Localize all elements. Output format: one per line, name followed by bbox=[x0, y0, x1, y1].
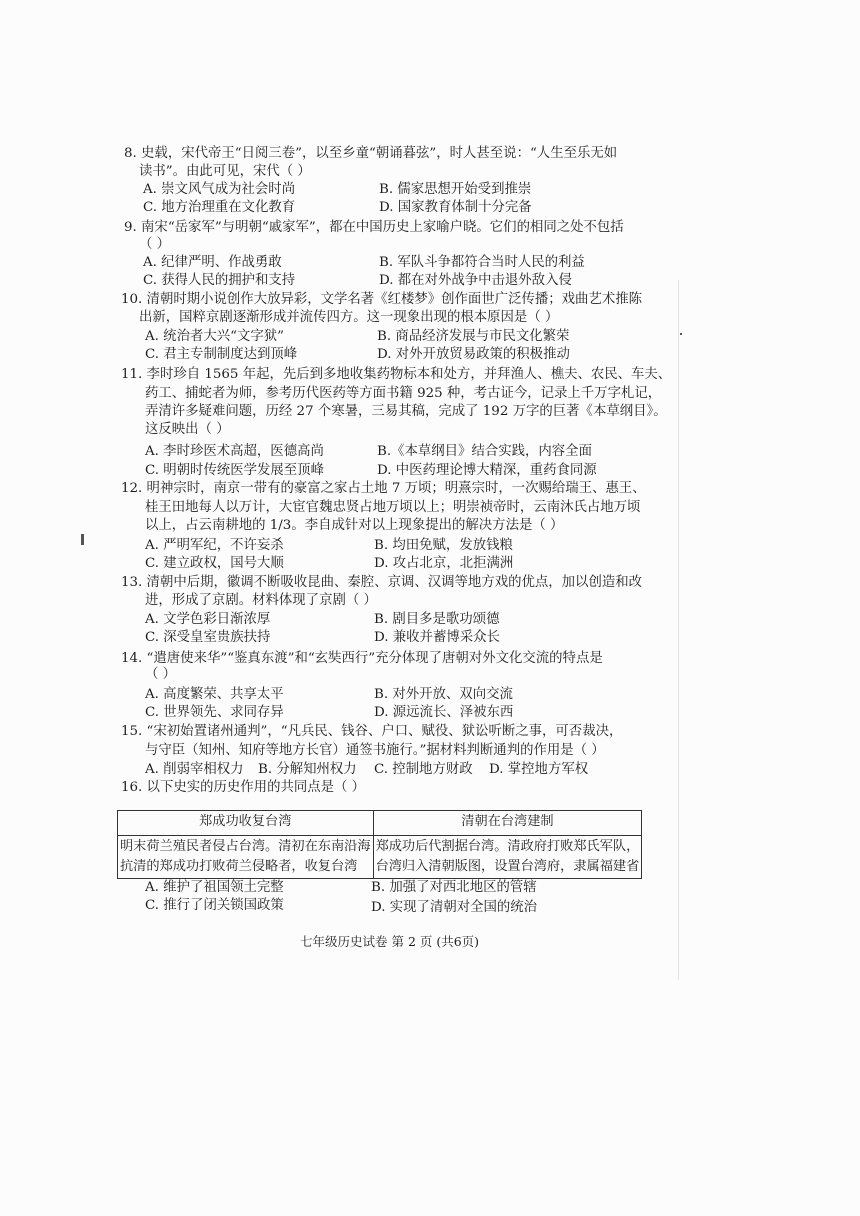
question-12-option-d[interactable]: D. 攻占北京，北拒满洲 bbox=[374, 556, 514, 571]
question-11-stem-cont-3: 这反映出（ ） bbox=[145, 422, 230, 437]
comparison-table bbox=[117, 810, 642, 879]
question-8-option-a[interactable]: A. 崇文风气成为社会时尚 bbox=[143, 182, 296, 197]
question-11-stem-cont-2: 弄清许多疑难问题，历经 27 个寒暑，三易其稿，完成了 192 万字的巨著《本草纲目》。 bbox=[145, 404, 667, 419]
question-10-option-b[interactable]: B. 商品经济发展与市民文化繁荣 bbox=[377, 329, 570, 344]
table-header-zheng: 郑成功收复台湾 bbox=[118, 811, 374, 836]
question-15-option-c[interactable]: C. 控制地方财政 bbox=[374, 762, 473, 777]
scan-dot bbox=[680, 333, 682, 335]
question-12-option-c[interactable]: C. 建立政权，国号大顺 bbox=[145, 556, 284, 571]
question-9-option-a[interactable]: A. 纪律严明、作战勇敢 bbox=[143, 255, 282, 270]
question-12-option-b[interactable]: B. 均田免赋，发放钱粮 bbox=[374, 538, 513, 553]
question-8-option-b[interactable]: B. 儒家思想开始受到推崇 bbox=[379, 182, 532, 197]
question-14-option-c[interactable]: C. 世界领先、求同存异 bbox=[145, 705, 284, 720]
question-13-option-c[interactable]: C. 深受皇室贵族扶持 bbox=[145, 630, 271, 645]
question-12-stem-cont-2: 以上，占云南耕地的 1/3。李自成针对以上现象提出的解决方法是（ ） bbox=[145, 518, 564, 533]
question-15-stem: 15. “宋初始置诸州通判”，“凡兵民、钱谷、户口、赋役、狱讼听断之事，可否裁决， bbox=[121, 724, 623, 739]
question-10-option-c[interactable]: C. 君主专制制度达到顶峰 bbox=[145, 347, 298, 362]
question-9-stem-cont: （ ） bbox=[139, 237, 171, 252]
table-header-row bbox=[118, 811, 642, 836]
question-14-stem-cont: （ ） bbox=[145, 667, 177, 682]
question-16-option-a[interactable]: A. 维护了祖国领土完整 bbox=[145, 880, 284, 895]
question-9-stem: 9. 南宋“岳家军”与明朝“戚家军”，都在中国历史上家喻户晓。它们的相同之处不包括 bbox=[124, 220, 624, 235]
question-15-stem-cont: 与守臣（知州、知府等地方长官）通签书施行。”据材料判断通判的作用是（ ） bbox=[145, 743, 605, 758]
question-13-option-d[interactable]: D. 兼收并蓄博采众长 bbox=[374, 630, 500, 645]
question-9-option-b[interactable]: B. 军队斗争都符合当时人民的利益 bbox=[379, 255, 585, 270]
question-8-stem: 8. 史载，宋代帝王“日阅三卷”，以至乡童“朝诵暮弦”，时人甚至说：“人生至乐无如 bbox=[124, 146, 618, 161]
question-9-option-d[interactable]: D. 都在对外战争中击退外敌入侵 bbox=[379, 273, 572, 288]
question-11-option-a[interactable]: A. 李时珍医术高超，医德高尚 bbox=[145, 444, 324, 459]
question-16-option-c[interactable]: C. 推行了闭关锁国政策 bbox=[145, 898, 284, 913]
table-cell-zheng-line-2: 抗清的郑成功打败荷兰侵略者，收复台湾 bbox=[120, 859, 358, 874]
question-10-option-a[interactable]: A. 统治者大兴“文字狱” bbox=[145, 329, 284, 344]
question-15-option-a[interactable]: A. 削弱宰相权力 bbox=[145, 762, 244, 777]
question-13-option-b[interactable]: B. 剧目多是歌功颂德 bbox=[374, 612, 500, 627]
question-15-option-b[interactable]: B. 分解知州权力 bbox=[258, 762, 357, 777]
table-header-qing: 清朝在台湾建制 bbox=[373, 811, 642, 836]
page-footer: 七年级历史试卷 第 2 页 (共6页) bbox=[300, 934, 480, 949]
question-13-option-a[interactable]: A. 文学色彩日渐浓厚 bbox=[145, 612, 271, 627]
table-cell-zheng-line-1: 明末荷兰殖民者侵占台湾。清初在东南沿海 bbox=[120, 839, 371, 854]
page-fold-line bbox=[678, 280, 679, 980]
question-16-stem: 16. 以下史实的历史作用的共同点是（ ） bbox=[121, 780, 366, 795]
question-14-option-b[interactable]: B. 对外开放、双向交流 bbox=[374, 687, 513, 702]
question-12-stem: 12. 明神宗时，南京一带有的豪富之家占土地 7 万顷；明熹宗时，一次赐给瑞王、惠王、 bbox=[121, 481, 646, 496]
question-16-option-d[interactable]: D. 实现了清朝对全国的统治 bbox=[371, 900, 538, 915]
question-16-option-b[interactable]: B. 加强了对西北地区的管辖 bbox=[371, 880, 537, 895]
scan-mark bbox=[81, 534, 84, 545]
question-8-option-d[interactable]: D. 国家教育体制十分完备 bbox=[379, 200, 532, 215]
question-14-option-a[interactable]: A. 高度繁荣、共享太平 bbox=[145, 687, 284, 702]
question-8-option-c[interactable]: C. 地方治理重在文化教育 bbox=[143, 200, 296, 215]
table-row bbox=[118, 836, 642, 879]
table-cell-zheng bbox=[118, 836, 374, 879]
question-9-option-c[interactable]: C. 获得人民的拥护和支持 bbox=[143, 273, 296, 288]
question-12-option-a[interactable]: A. 严明军纪，不许妄杀 bbox=[145, 538, 284, 553]
question-14-option-d[interactable]: D. 源远流长、泽被东西 bbox=[374, 705, 514, 720]
question-14-stem: 14. “遣唐使来华”“鉴真东渡”和“玄奘西行”充分体现了唐朝对外文化交流的特点是 bbox=[121, 651, 603, 666]
question-11-option-d[interactable]: D. 中医药理论博大精深，重药食同源 bbox=[377, 463, 597, 478]
question-10-stem-cont: 出新，国粹京剧逐渐形成并流传四方。这一现象出现的根本原因是（ ） bbox=[139, 310, 559, 325]
question-12-stem-cont-1: 桂王田地每人以万计，大宦官魏忠贤占地万顷以上；明崇祯帝时，云南沐氏占地万顷 bbox=[145, 500, 641, 515]
table-cell-qing-line-1: 郑成功后代割据台湾。清政府打败郑氏军队， bbox=[375, 839, 640, 854]
table-cell-qing bbox=[373, 836, 642, 879]
question-11-option-c[interactable]: C. 明朝时传统医学发展至顶峰 bbox=[145, 463, 324, 478]
question-10-option-d[interactable]: D. 对外开放贸易政策的积极推动 bbox=[377, 347, 570, 362]
table-cell-qing-line-2: 台湾归入清朝版图，设置台湾府，隶属福建省 bbox=[375, 859, 640, 874]
question-10-stem: 10. 清朝时期小说创作大放异彩，文学名著《红楼梦》创作面世广泛传播；戏曲艺术推陈 bbox=[121, 292, 643, 307]
question-11-stem: 11. 李时珍自 1565 年起，先后到多地收集药物标本和处方，并拜渔人、樵夫、农民、车夫、 bbox=[121, 367, 672, 382]
question-13-stem-cont: 进，形成了京剧。材料体现了京剧（ ） bbox=[145, 593, 377, 608]
question-11-stem-cont-1: 药工、捕蛇者为师，参考历代医药等方面书籍 925 种，考古证今，记录上千万字札记， bbox=[145, 386, 662, 401]
question-11-option-b[interactable]: B.《本草纲目》结合实践，内容全面 bbox=[377, 444, 592, 459]
question-13-stem: 13. 清朝中后期，徽调不断吸收昆曲、秦腔、京调、汉调等地方戏的优点，加以创造和改 bbox=[121, 575, 643, 590]
question-15-option-d[interactable]: D. 掌控地方军权 bbox=[489, 762, 589, 777]
question-8-stem-cont: 读书”。由此可见，宋代（ ） bbox=[139, 164, 311, 179]
